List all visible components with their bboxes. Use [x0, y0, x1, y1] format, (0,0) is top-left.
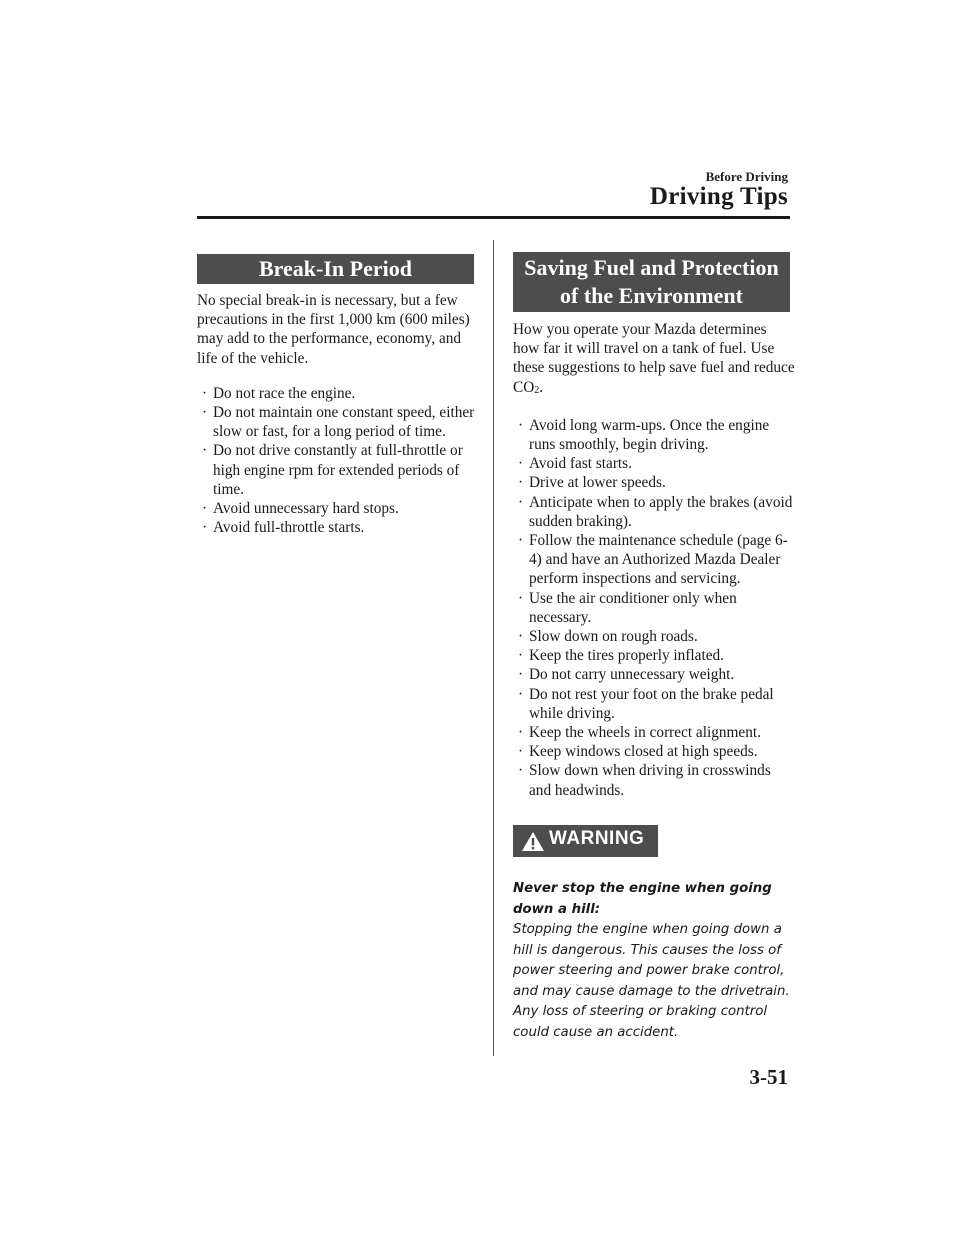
list-item: · Avoid long warm-ups. Once the engine runs smoothly, begin driving.	[518, 416, 770, 454]
warning-body: Stopping the engine when going down a hill is dangerous. This causes the loss of power steering and power brake control, and may cause damage to the drivetrain. Any loss of steering or braking control could cause an accident.	[513, 922, 790, 1040]
break-in-heading	[197, 254, 474, 284]
page-number: 3-51	[749, 1065, 788, 1089]
list-item: · Do not race the engine.	[202, 384, 356, 402]
list-item: · Do not rest your foot on the brake pedal while driving.	[518, 685, 774, 722]
list-item: · Keep the tires properly inflated.	[518, 647, 724, 665]
bullet-icon: ·	[202, 384, 208, 402]
bullet-icon: ·	[202, 500, 208, 518]
bullet-icon: ·	[518, 762, 524, 780]
list-item: · Use the air conditioner only when necessary.	[518, 589, 737, 626]
bullet-icon: ·	[518, 647, 524, 665]
list-item: · Slow down when driving in crosswinds and headwinds.	[518, 762, 771, 799]
list-item: · Avoid unnecessary hard stops.	[202, 500, 399, 518]
bullet-icon: ·	[518, 493, 524, 511]
list-item: · Anticipate when to apply the brakes (avoid sudden braking).	[518, 493, 793, 530]
warning-badge	[513, 825, 658, 857]
bullet-icon: ·	[518, 455, 524, 473]
warning-label: WARNING	[549, 828, 645, 849]
list-item: · Keep the wheels in correct alignment.	[518, 724, 761, 742]
break-in-intro: No special break-in is necessary, but a few precautions in the first 1,000 km (600 miles) may add to the performance, economy, and life of the vehicle.	[197, 292, 470, 367]
header-rule	[197, 216, 790, 219]
list-item: · Avoid full-throttle starts.	[202, 519, 365, 537]
list-item: · Keep windows closed at high speeds.	[518, 743, 758, 761]
list-item: · Do not carry unnecessary weight.	[518, 666, 735, 684]
list-item: · Do not maintain one constant speed, either slow or fast, for a long period of time.	[202, 404, 475, 441]
bullet-icon: ·	[518, 666, 524, 684]
saving-fuel-title-line1: Saving Fuel and Protection	[524, 255, 779, 280]
saving-fuel-heading	[513, 252, 790, 312]
bullet-icon: ·	[518, 474, 524, 492]
break-in-list	[197, 384, 482, 538]
bullet-icon: ·	[202, 404, 208, 422]
bullet-icon: ·	[518, 532, 524, 550]
list-item: · Follow the maintenance schedule (page 6-4) and have an Authorized Mazda Dealer perform inspections and servicing.	[518, 532, 788, 588]
saving-fuel-column	[513, 320, 795, 800]
bullet-icon: ·	[518, 589, 524, 607]
list-item: · Drive at lower speeds.	[518, 474, 666, 492]
header-section-label: Before Driving	[705, 169, 788, 184]
bullet-icon: ·	[518, 724, 524, 742]
bullet-icon: ·	[518, 685, 524, 703]
bullet-icon: ·	[518, 416, 524, 434]
list-item: · Slow down on rough roads.	[518, 628, 698, 646]
saving-fuel-intro: How you operate your Mazda determines how far it will travel on a tank of fuel. Use these suggestions to help save fuel and reduce $CO_2$.	[513, 321, 795, 396]
bullet-icon: ·	[518, 628, 524, 646]
bullet-icon: ·	[518, 743, 524, 761]
warning-triangle-icon	[521, 831, 545, 852]
saving-fuel-title-line2: of the Environment	[560, 283, 743, 308]
list-item: · Avoid fast starts.	[518, 455, 632, 473]
warning-heading: Never stop the engine when going down a hill:	[513, 881, 772, 917]
break-in-title: Break-In Period	[259, 256, 412, 281]
list-item: · Do not drive constantly at full-throttle or high engine rpm for extended periods of time.	[202, 442, 463, 498]
co2-subscript: 2	[534, 384, 540, 396]
bullet-icon: ·	[202, 519, 208, 537]
column-divider	[493, 240, 494, 1056]
page-title: Driving Tips	[649, 183, 788, 210]
warning-text	[513, 879, 793, 1043]
bullet-icon: ·	[202, 442, 208, 460]
saving-fuel-list	[513, 416, 795, 800]
break-in-column	[197, 291, 482, 537]
